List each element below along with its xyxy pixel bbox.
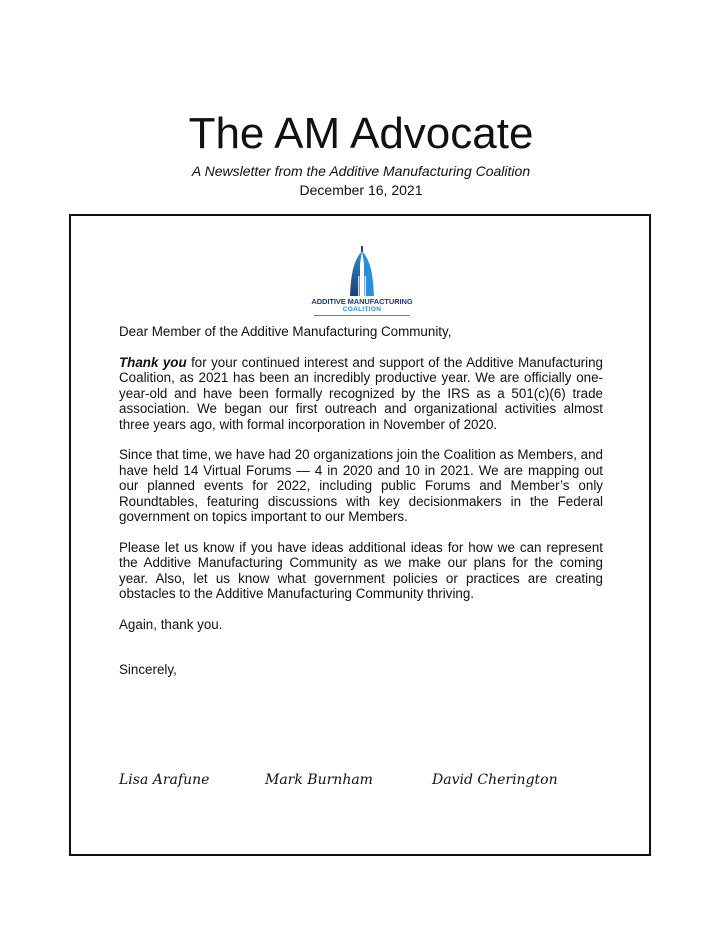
letter-paragraph-3: Please let us know if you have ideas additional ideas for how we can represent the Additive Manufacturing Community as we make our plans for the coming year. Also, let us know what government policies or practices are creating obstacles to the Additive Manufacturing Community thriving.: [119, 539, 603, 601]
signature-mark-burnham: Mark Burnham: [265, 772, 373, 788]
logo-tagline: COALITION: [342, 306, 382, 313]
signature-lisa-arafune: Lisa Arafune: [119, 772, 210, 788]
closing-thanks: Again, thank you.: [119, 616, 223, 632]
thank-you-emphasis: Thank you: [119, 354, 187, 370]
capitol-dome-icon: [345, 246, 379, 296]
coalition-logo: [299, 246, 425, 320]
newsletter-subtitle: A Newsletter from the Additive Manufacturing Coalition: [191, 163, 531, 179]
newsletter-header: [0, 108, 722, 199]
letter-box: [69, 214, 651, 856]
signature-david-cherington: David Cherington: [432, 772, 558, 788]
letter-paragraph-2: Since that time, we have had 20 organizations join the Coalition as Members, and have held 14 Virtual Forums — 4 in 2020 and 10 in 2021. We are mapping out our planned events for 2022, including public Forums and Member’s only Roundtables, featuring discussions with key decisionmakers in the Federal government on topics important to our Members.: [119, 447, 603, 524]
letter-body: [119, 324, 603, 693]
sign-off: Sincerely,: [119, 662, 177, 677]
logo-name: ADDITIVE MANUFACTURING: [311, 297, 413, 306]
page-title: The AM Advocate: [188, 109, 534, 158]
paragraph-1-text: for your continued interest and support of the Additive Manufacturing Coalition, as 2021 has been an incredibly productive year. We are officially one-year-old and have been formally recognized by the IRS as a 501(c)(6) trade association. We began our first outreach and organizational activities almost three years ago, with formal incorporation in November of 2020.: [119, 354, 603, 432]
letter-greeting: Dear Member of the Additive Manufacturing Community,: [119, 324, 452, 339]
letter-paragraph-1: [119, 355, 603, 433]
logo-underline: [314, 315, 410, 316]
newsletter-date: December 16, 2021: [299, 182, 423, 198]
